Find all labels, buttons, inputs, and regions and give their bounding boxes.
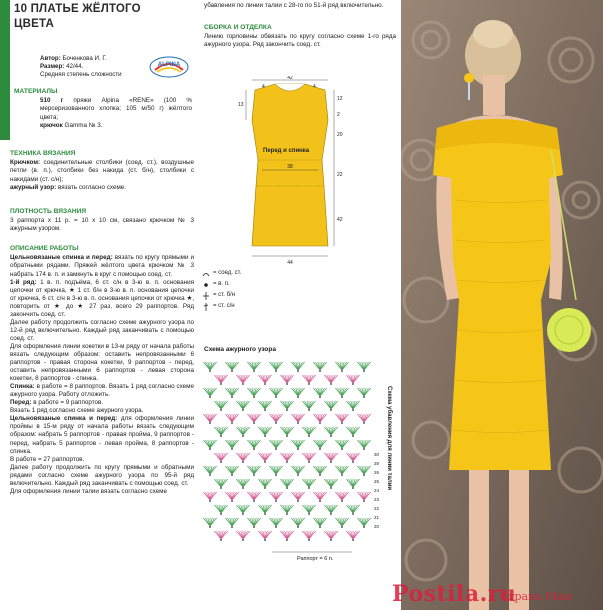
chart-fan-symbol [236,453,249,463]
chart-legend: = соед. ст. = в. п. = ст. б/н = ст. с/н [202,268,322,312]
chart-fan-symbol [247,518,260,528]
materials-line1: 510 г пряжи Alpina «RENE» (100 % мерсеризованного хлопка; 105 м/50 г) жёлтого цвета; [40,97,193,121]
chart-fan-symbol [214,453,227,463]
chart-fan-symbol [291,388,304,398]
chart-fan-symbol [269,518,282,528]
chart-fan-symbol [357,440,370,450]
author-info [40,55,150,79]
chart-fan-symbol [313,518,326,528]
chart-fan-symbol [346,505,359,515]
chart-fan-symbol [291,518,304,528]
chart-fan-symbol [291,466,304,476]
chart-fan-symbol [225,440,238,450]
chart-fan-symbol [225,388,238,398]
chart-fan-symbol [225,362,238,372]
chart-fan-symbol [225,466,238,476]
chart-row-number: 21 [374,515,380,520]
chart-fan-symbol [203,518,216,528]
chart-fan-symbol [225,492,238,502]
chart-fan-symbol [214,479,227,489]
chart-fan-symbol [357,362,370,372]
assembly-heading: СБОРКА И ОТДЕЛКА [204,24,272,31]
chart-fan-symbol [291,492,304,502]
repeat-label: Раппорт = 6 п. [297,556,334,561]
svg-text:13: 13 [238,102,244,108]
svg-text:22: 22 [337,172,343,178]
chart-side-label: Схема убавления для линии талии [386,386,392,491]
chart-fan-symbol [291,440,304,450]
chart-fan-symbol [203,466,216,476]
chart-row-number: 20 [374,524,380,529]
chart-fan-symbol [258,531,271,541]
author-value: Боченкова И. Г. [62,55,107,62]
chart-fan-symbol [324,375,337,385]
chart-title: Схема ажурного узора [204,346,276,353]
chart-fan-symbol [346,375,359,385]
svg-text:44: 44 [287,260,293,266]
chart-fan-symbol [247,362,260,372]
chart-fan-symbol [357,414,370,424]
chart-fan-symbol [357,518,370,528]
chart-fan-symbol [291,362,304,372]
chart-row-number: 24 [374,488,380,493]
chart-fan-symbol [203,440,216,450]
logo-text: ALPINA [157,62,181,68]
chart-fan-symbol [236,375,249,385]
alpina-logo [149,56,189,78]
middle-column [200,0,400,610]
chart-fan-symbol [313,362,326,372]
chart-row-number: 25 [374,479,380,484]
chart-fan-symbol [346,401,359,411]
svg-text:42: 42 [287,76,293,81]
chart-fan-symbol [324,453,337,463]
chart-fan-symbol [236,479,249,489]
chart-fan-symbol [346,453,359,463]
chart-fan-symbol [346,427,359,437]
chart-fan-symbol [302,453,315,463]
dress-schematic [200,76,400,271]
chart-fan-symbol [280,375,293,385]
chart-fan-symbol [269,362,282,372]
chart-fan-symbol [214,401,227,411]
chart-fan-symbol [258,479,271,489]
description-section: ОПИСАНИЕ РАБОТЫ Цельновязаные спинка и перед: вязать по кругу прямыми и обратными рядами. Пряжей жёлтого цвета крючком № 3 набрать 174 в. п. и замкнуть в круг с помощью соед. ст. 1-й ряд: 1 в. п. подъёма, 6 ст. с/н в 3-ю в. п. основания цепочки от крючка, ★ 1 ст. б/н в 3-ю в. п. основания цепочки от крючка, 6 ст. с/н в 3-ю в. п. основания цепочки от крючка ★, повторить от ★ до ★ 27 раз, всего 29 раппортов. Ряд закончить соед. ст. Далее работу продолжить согласно схеме ажурного узора по 12-й ряд включительно. Каждый ряд заканчивать с помощью соед. ст. Для оформления линии кокетки в 13-м ряду от начала работы вязать следующим образом: оставить непровязанными 6 раппортов - правая сторона кокетки, 9 раппортов - перед, оставить непровязанными 6 раппортов - левая сторона кокетки, 8 раппортов - спинка. Спинка: в работе = 8 раппортов. Вязать 1 ряд согласно схеме ажурного узора. Работу отложить. Перед: в работе = 9 раппортов. Вязать 1 ряд согласно схеме ажурного узора. Цельновязаные спинка и перед: для оформления линии проймы в 15-м ряду от начала работы вязать следующим образом: набрать 5 раппортов - правая пройма, 9 раппортов - перед, набрать 5 раппортов - левая пройма, 8 раппортов - спинка. В работе = 27 раппортов. Далее работу продолжить по кругу прямыми и обратными рядами согласно схеме ажурного узора по 95-й ряд включительно. Каждый ряд заканчивать с помощью соед. ст. Для оформления линии талии вязать согласно схеме [10,245,195,495]
chart-fan-symbol [335,492,348,502]
materials-line2: крючок Gamma № 3. [40,121,103,129]
left-column [0,0,196,610]
size-value: 42/44. [66,62,84,70]
svg-text:38: 38 [287,164,293,170]
chart-fan-symbol [335,518,348,528]
chart-fan-symbol [214,427,227,437]
chart-fan-symbol [258,427,271,437]
chart-fan-symbol [313,388,326,398]
chart-fan-symbol [357,388,370,398]
chart-fan-symbol [324,505,337,515]
svg-text:4: 4 [262,84,265,90]
chart-fan-symbol [324,401,337,411]
chart-fan-symbol [214,505,227,515]
chart-fan-symbol [280,427,293,437]
chart-row-number: 23 [374,497,380,502]
chart-fan-symbol [269,492,282,502]
technique-section: ТЕХНИКА ВЯЗАНИЯ Крючком: соединительные столбики (соед. ст.), воздушные петли (в. п.), столбики без накида (ст. б/н), столбики с накидами (ст. с/н); ажурный узор: вязать согласно схеме. [10,150,194,191]
chart-fan-symbol [236,531,249,541]
watermark-sub: Страна Мам [500,590,572,603]
materials-section [14,88,192,140]
chart-fan-symbol [324,479,337,489]
crochet-chart [202,356,398,561]
chart-fan-symbol [247,414,260,424]
chart-fan-symbol [236,427,249,437]
chart-fan-symbol [225,414,238,424]
difficulty-level: Средняя степень сложности [40,70,122,78]
chart-fan-symbol [225,518,238,528]
chart-fan-symbol [258,375,271,385]
chart-fan-symbol [247,492,260,502]
chart-fan-symbol [302,479,315,489]
chart-fan-symbol [269,388,282,398]
accent-bar [0,0,10,140]
chart-fan-symbol [203,388,216,398]
author-label: Автор: [40,55,61,62]
chart-fan-symbol [357,466,370,476]
chart-row-number: 28 [374,461,380,466]
chart-fan-symbol [302,401,315,411]
chart-fan-symbol [214,531,227,541]
page-title: 10 ПЛАТЬЕ ЖЁЛТОГО ЦВЕТА [14,3,141,30]
chart-row-number: 30 [374,452,380,457]
chart-fan-symbol [269,466,282,476]
chart-fan-symbol [203,414,216,424]
chart-fan-symbol [280,401,293,411]
chart-fan-symbol [324,427,337,437]
chart-fan-symbol [258,505,271,515]
chart-fan-symbol [335,388,348,398]
chart-fan-symbol [247,440,260,450]
density-section: ПЛОТНОСТЬ ВЯЗАНИЯ 3 раппорта х 11 р. = 10 х 10 см, связано крючком № 3 ажурным узором. [10,208,194,233]
chart-fan-symbol [203,492,216,502]
svg-text:42: 42 [337,217,343,223]
chart-fan-symbol [324,531,337,541]
chart-fan-symbol [269,414,282,424]
chart-fan-symbol [357,492,370,502]
chart-fan-symbol [258,401,271,411]
chart-fan-symbol [313,492,326,502]
chart-fan-symbol [346,479,359,489]
chart-fan-symbol [269,440,282,450]
technique-heading: ТЕХНИКА ВЯЗАНИЯ [10,150,76,157]
chart-fan-symbol [335,414,348,424]
chart-fan-symbol [203,362,216,372]
chart-fan-symbol [236,401,249,411]
chart-row-number: 22 [374,506,380,511]
chart-fan-symbol [280,453,293,463]
chart-fan-symbol [302,505,315,515]
chart-fan-symbol [335,440,348,450]
watermark-main: Postila.ru [392,581,517,607]
chart-fan-symbol [280,479,293,489]
chart-fan-symbol [214,375,227,385]
svg-text:4: 4 [313,84,316,90]
chart-fan-symbol [302,427,315,437]
density-heading: ПЛОТНОСТЬ ВЯЗАНИЯ [10,208,87,215]
chart-fan-symbol [302,375,315,385]
assembly-section: СБОРКА И ОТДЕЛКА Линию горловины обвязать по кругу согласно схеме 1-го ряда ажурного узора. Ряд закончить соед. ст. [204,24,396,49]
chart-fan-symbol [313,466,326,476]
chart-fan-symbol [236,505,249,515]
chart-fan-symbol [313,440,326,450]
chart-fan-symbol [291,414,304,424]
svg-text:12: 12 [337,96,343,102]
chart-fan-symbol [280,531,293,541]
chart-fan-symbol [280,505,293,515]
chart-fan-symbol [335,466,348,476]
chart-fan-symbol [313,414,326,424]
chart-row-number: 26 [374,470,380,475]
model-photo [401,0,603,610]
title-block [14,2,194,32]
chart-fan-symbol [346,531,359,541]
schematic-label: Перед и спинка [263,148,310,154]
size-label: Размер: [40,62,65,70]
chart-fan-symbol [302,531,315,541]
svg-text:20: 20 [337,132,343,138]
continuation-text: убавления по линии талии с 28-го по 51-й ряд включительно. [204,2,384,9]
svg-text:2: 2 [337,112,340,118]
chart-fan-symbol [258,453,271,463]
materials-heading: МАТЕРИАЛЫ [14,88,58,95]
chart-fan-symbol [247,388,260,398]
chart-fan-symbol [335,362,348,372]
chart-fan-symbol [247,466,260,476]
description-heading: ОПИСАНИЕ РАБОТЫ [10,245,79,252]
